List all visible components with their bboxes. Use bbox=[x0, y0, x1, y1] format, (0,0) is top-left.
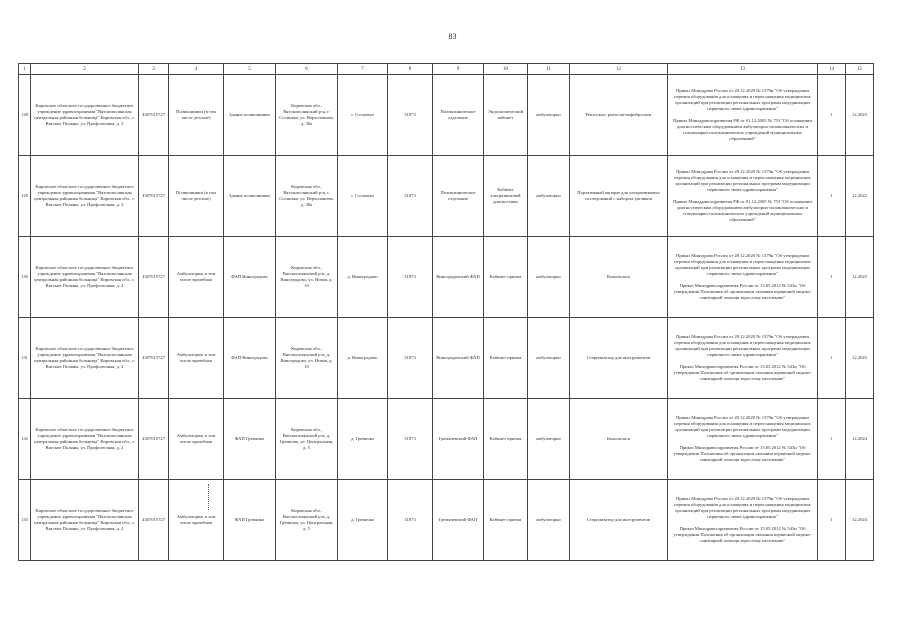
legal-basis-cell bbox=[668, 318, 818, 399]
locality-cell: г. Сосновка bbox=[338, 75, 388, 156]
department-cell: Виноградовский ФАП bbox=[433, 237, 484, 318]
organization-cell: Кировское областное государственное бюджетное учреждение здравоохранения "Вятскополянская центральная районная больница" Кировская обл., г. Вятские Поляны, ул. Профсоюзная, д. 2 bbox=[31, 399, 139, 480]
care-type-cell: амбулаторно bbox=[528, 75, 570, 156]
care-type-cell: амбулаторно bbox=[528, 399, 570, 480]
inn-cell: 4307015727 bbox=[139, 237, 169, 318]
inn-cell: 4307015727 bbox=[139, 399, 169, 480]
scan-mark bbox=[208, 484, 210, 510]
room-cell: Кабинет приема bbox=[484, 237, 528, 318]
room-cell: Кабинет ультразвуковой диагностики bbox=[484, 156, 528, 237]
row-number: 132 bbox=[19, 399, 31, 480]
legal-basis-secondary: Приказ Минздравсоцразвития России от 15.05.2012 № 543н "Об утверждении Положения об организации оказания первичной медико-санитарной помощи взрослому населению" bbox=[673, 363, 812, 381]
building-cell: Здание поликлиники bbox=[224, 75, 276, 156]
table-row bbox=[19, 318, 874, 399]
legal-basis-cell bbox=[668, 480, 818, 561]
care-type-cell: амбулаторно bbox=[528, 480, 570, 561]
building-cell: ФАП Виноградово bbox=[224, 318, 276, 399]
address-cell: Кировская обл., Вятскополянский р-н, д. Виноградово, ул. Новая, д. 10 bbox=[276, 237, 338, 318]
equipment-cell: Портативный аппарат для ультразвуковых исследований с набором датчиков bbox=[570, 156, 668, 237]
legal-basis-secondary: Приказ Минздравсоцразвития РФ от 01.12.2005 № 753 "Об оснащении диагностическим оборудованием амбулаторно-поликлинических и стационарно-поликлинических учреждений муниципальных образований" bbox=[673, 198, 812, 223]
quantity-cell: 1 bbox=[818, 318, 846, 399]
column-header: 3 bbox=[139, 64, 169, 75]
row-number: 133 bbox=[19, 480, 31, 561]
legal-basis-secondary: Приказ Минздравсоцразвития России от 15.05.2012 № 543н "Об утверждении Положения об организации оказания первичной медико-санитарной помощи взрослому населению" bbox=[673, 282, 812, 300]
table-row bbox=[19, 237, 874, 318]
equipment-cell: Кольпоскоп bbox=[570, 237, 668, 318]
quantity-cell: 1 bbox=[818, 237, 846, 318]
column-header: 1 bbox=[19, 64, 31, 75]
table-row bbox=[19, 75, 874, 156]
quantity-cell: 1 bbox=[818, 480, 846, 561]
legal-basis-cell bbox=[668, 75, 818, 156]
legal-basis-secondary: Приказ Минздравсоцразвития России от 15.05.2012 № 543н "Об утверждении Положения об организации оказания первичной медико-санитарной помощи взрослому населению" bbox=[673, 525, 812, 543]
facility-type-cell: Амбулатория, в том числе врачебная bbox=[169, 237, 224, 318]
row-number: 128 bbox=[19, 75, 31, 156]
legal-basis-primary: Приказ Минздрава России от 28.12.2020 № 1379н "Об утверждении перечня оборудования для оснащения и переоснащения медицинских организаций при реализации региональных программ модернизации первичного звена здравоохранения" bbox=[674, 495, 811, 520]
legal-basis-primary: Приказ Минздрава России от 28.12.2020 № 1379н "Об утверждении перечня оборудования для оснащения и переоснащения медицинских организаций при реализации региональных программ модернизации первичного звена здравоохранения" bbox=[674, 252, 811, 277]
legal-basis-primary: Приказ Минздрава России от 28.12.2020 № 1379н "Об утверждении перечня оборудования для оснащения и переоснащения медицинских организаций при реализации региональных программ модернизации первичного звена здравоохранения" bbox=[674, 87, 811, 112]
column-header: 8 bbox=[388, 64, 433, 75]
equipment-cell: Стерилизатор для инструментов bbox=[570, 480, 668, 561]
room-cell: Кабинет приема bbox=[484, 480, 528, 561]
column-header: 4 bbox=[169, 64, 224, 75]
column-header: 9 bbox=[433, 64, 484, 75]
organization-cell: Кировское областное государственное бюджетное учреждение здравоохранения "Вятскополянская центральная районная больница" Кировская обл., г. Вятские Поляны, ул. Профсоюзная, д. 2 bbox=[31, 318, 139, 399]
building-cell: ФАП Гремячка bbox=[224, 399, 276, 480]
column-header: 11 bbox=[528, 64, 570, 75]
code-cell: 31873 bbox=[388, 480, 433, 561]
department-cell: Гремячевский ФАП bbox=[433, 399, 484, 480]
organization-cell: Кировское областное государственное бюджетное учреждение здравоохранения "Вятскополянская центральная районная больница" Кировская обл., г. Вятские Поляны, ул. Профсоюзная, д. 2 bbox=[31, 237, 139, 318]
department-cell: Поликлиническое отделение bbox=[433, 75, 484, 156]
room-cell: Кабинет приема bbox=[484, 318, 528, 399]
row-number: 130 bbox=[19, 237, 31, 318]
legal-basis-cell bbox=[668, 237, 818, 318]
department-cell: Гремячевский ФАП bbox=[433, 480, 484, 561]
inn-cell: 4307015727 bbox=[139, 75, 169, 156]
address-cell: Кировская обл., Вятскополянский р-н, г. Сосновка, ул. Верхолашева, д. 38а bbox=[276, 75, 338, 156]
organization-cell: Кировское областное государственное бюджетное учреждение здравоохранения "Вятскополянская центральная районная больница" Кировская обл., г. Вятские Поляны, ул. Профсоюзная, д. 2 bbox=[31, 156, 139, 237]
legal-basis-primary: Приказ Минздрава России от 28.12.2020 № 1379н "Об утверждении перечня оборудования для оснащения и переоснащения медицинских организаций при реализации региональных программ модернизации первичного звена здравоохранения" bbox=[674, 333, 811, 358]
column-header: 5 bbox=[224, 64, 276, 75]
legal-basis-primary: Приказ Минздрава России от 28.12.2020 № 1379н "Об утверждении перечня оборудования для оснащения и переоснащения медицинских организаций при реализации региональных программ модернизации первичного звена здравоохранения" bbox=[674, 168, 811, 193]
code-cell: 31873 bbox=[388, 75, 433, 156]
address-cell: Кировская обл., Вятскополянский р-н, д. Виноградово, ул. Новая, д. 10 bbox=[276, 318, 338, 399]
room-cell: Кабинет приема bbox=[484, 399, 528, 480]
facility-type-cell: Амбулатория, в том числе врачебная bbox=[169, 399, 224, 480]
equipment-cell: Стерилизатор для инструментов bbox=[570, 318, 668, 399]
address-cell: Кировская обл., Вятскополянский р-н, д. Гремячка, ул. Центральная, д. 5 bbox=[276, 480, 338, 561]
department-cell: Виноградовский ФАП bbox=[433, 318, 484, 399]
address-cell: Кировская обл., Вятскополянский р-н, д. Гремячка, ул. Центральная, д. 5 bbox=[276, 399, 338, 480]
inn-cell: 4307015727 bbox=[139, 156, 169, 237]
column-header: 15 bbox=[846, 64, 874, 75]
header-row bbox=[19, 64, 874, 75]
code-cell: 31873 bbox=[388, 318, 433, 399]
room-cell: Эндоскопический кабинет bbox=[484, 75, 528, 156]
locality-cell: д. Виноградово bbox=[338, 318, 388, 399]
locality-cell: д. Гремячка bbox=[338, 399, 388, 480]
legal-basis-secondary: Приказ Минздравсоцразвития России от 15.05.2012 № 543н "Об утверждении Положения об организации оказания первичной медико-санитарной помощи взрослому населению" bbox=[673, 444, 812, 462]
building-cell: Здание поликлиники bbox=[224, 156, 276, 237]
facility-type-cell: Поликлиники (в том числе детские) bbox=[169, 75, 224, 156]
facility-type-cell: Поликлиники (в том числе детские) bbox=[169, 156, 224, 237]
equipment-cell: Ректоскоп, ректосигмофиброскоп bbox=[570, 75, 668, 156]
code-cell: 31873 bbox=[388, 399, 433, 480]
locality-cell: д. Гремячка bbox=[338, 480, 388, 561]
legal-basis-secondary: Приказ Минздравсоцразвития РФ от 01.12.2005 № 753 "Об оснащении диагностическим оборудованием амбулаторно-поликлинических и стационарно-поликлинических учреждений муниципальных образований" bbox=[673, 117, 812, 142]
building-cell: ФАП Виноградово bbox=[224, 237, 276, 318]
column-header: 10 bbox=[484, 64, 528, 75]
table-row bbox=[19, 480, 874, 561]
organization-cell: Кировское областное государственное бюджетное учреждение здравоохранения "Вятскополянская центральная районная больница" Кировская обл., г. Вятские Поляны, ул. Профсоюзная, д. 2 bbox=[31, 480, 139, 561]
code-cell: 31873 bbox=[388, 156, 433, 237]
address-cell: Кировская обл., Вятскополянский р-н, г. Сосновка, ул. Верхолашева, д. 38а bbox=[276, 156, 338, 237]
column-header: 6 bbox=[276, 64, 338, 75]
locality-cell: д. Виноградово bbox=[338, 237, 388, 318]
care-type-cell: амбулаторно bbox=[528, 237, 570, 318]
inn-cell: 4307015727 bbox=[139, 480, 169, 561]
page-number: 83 bbox=[448, 32, 457, 41]
column-header: 13 bbox=[668, 64, 818, 75]
inn-cell: 4307015727 bbox=[139, 318, 169, 399]
date-cell: 12.2025 bbox=[846, 318, 874, 399]
care-type-cell: амбулаторно bbox=[528, 156, 570, 237]
building-cell: ФАП Гремячка bbox=[224, 480, 276, 561]
department-cell: Поликлиническое отделение bbox=[433, 156, 484, 237]
date-cell: 12.2024 bbox=[846, 399, 874, 480]
date-cell: 12.2024 bbox=[846, 480, 874, 561]
table-row bbox=[19, 399, 874, 480]
facility-type-cell: Амбулатория, в том числе врачебная bbox=[169, 318, 224, 399]
legal-basis-primary: Приказ Минздрава России от 28.12.2020 № 1379н "Об утверждении перечня оборудования для оснащения и переоснащения медицинских организаций при реализации региональных программ модернизации первичного звена здравоохранения" bbox=[674, 414, 811, 439]
facility-type-cell: Амбулатория, в том числе врачебная bbox=[169, 480, 224, 561]
quantity-cell: 1 bbox=[818, 399, 846, 480]
column-header: 12 bbox=[570, 64, 668, 75]
equipment-cell: Кольпоскоп bbox=[570, 399, 668, 480]
locality-cell: г. Сосновка bbox=[338, 156, 388, 237]
equipment-table bbox=[18, 63, 874, 561]
row-number: 129 bbox=[19, 156, 31, 237]
column-header: 2 bbox=[31, 64, 139, 75]
legal-basis-cell bbox=[668, 399, 818, 480]
date-cell: 12.2023 bbox=[846, 75, 874, 156]
row-number: 131 bbox=[19, 318, 31, 399]
column-header: 7 bbox=[338, 64, 388, 75]
code-cell: 31873 bbox=[388, 237, 433, 318]
table-row bbox=[19, 156, 874, 237]
quantity-cell: 1 bbox=[818, 156, 846, 237]
date-cell: 12.2022 bbox=[846, 156, 874, 237]
date-cell: 12.2025 bbox=[846, 237, 874, 318]
quantity-cell: 1 bbox=[818, 75, 846, 156]
column-header: 14 bbox=[818, 64, 846, 75]
legal-basis-cell bbox=[668, 156, 818, 237]
care-type-cell: амбулаторно bbox=[528, 318, 570, 399]
organization-cell: Кировское областное государственное бюджетное учреждение здравоохранения "Вятскополянская центральная районная больница" Кировская обл., г. Вятские Поляны, ул. Профсоюзная, д. 2 bbox=[31, 75, 139, 156]
